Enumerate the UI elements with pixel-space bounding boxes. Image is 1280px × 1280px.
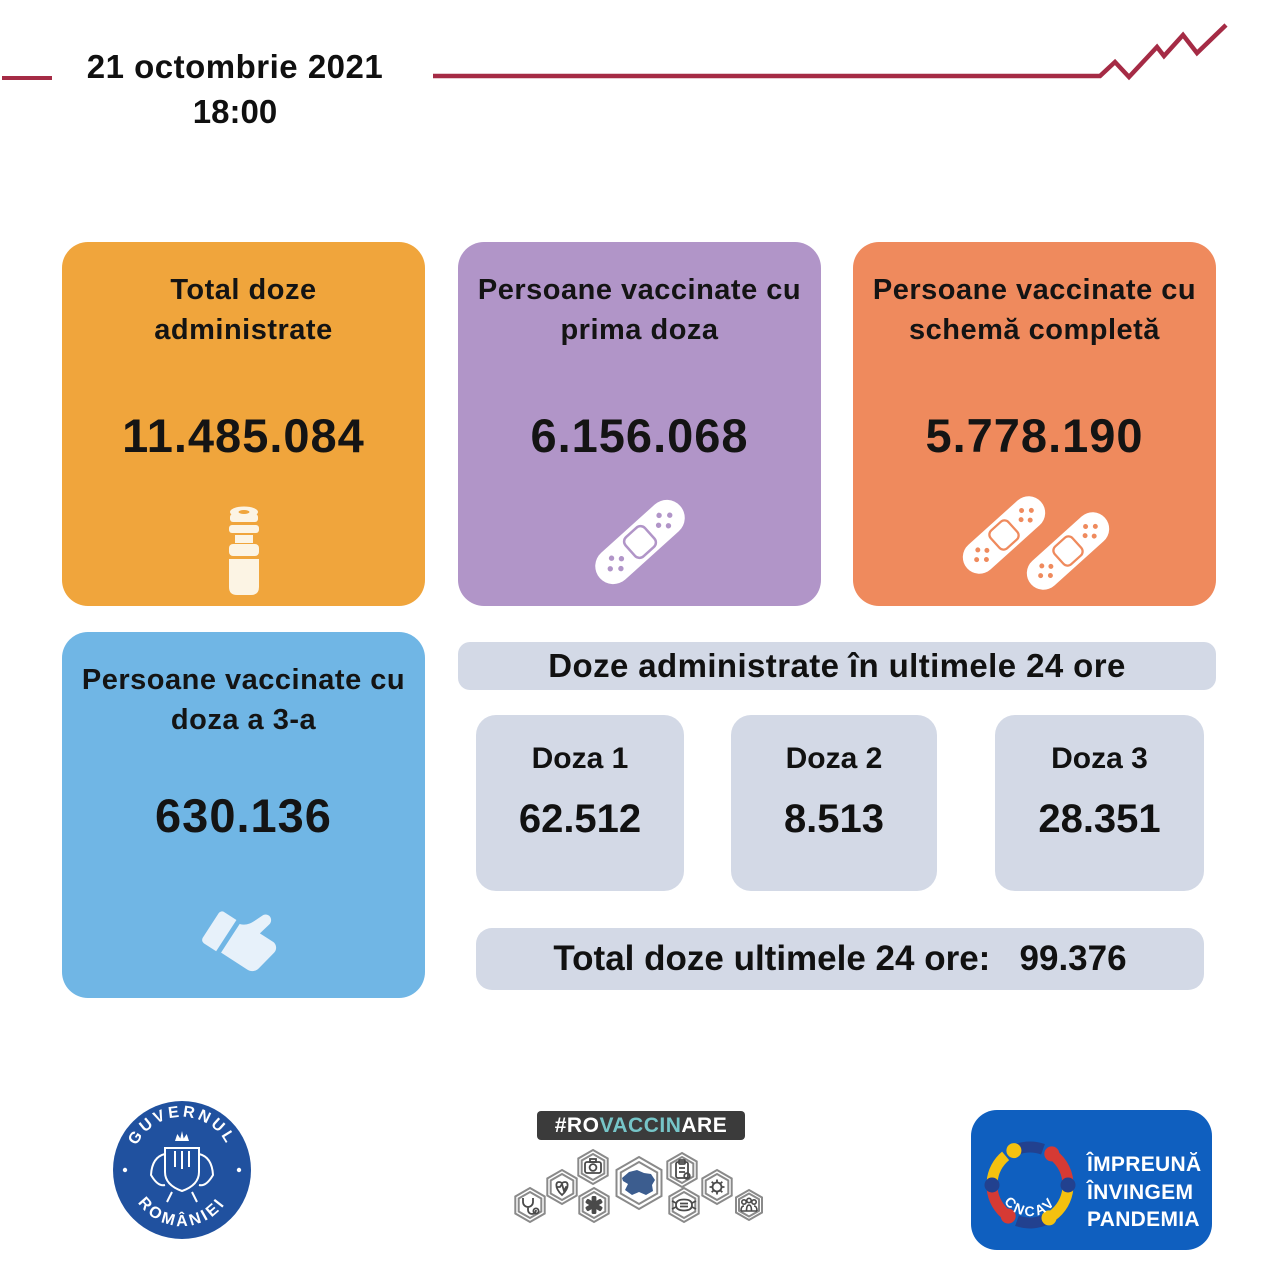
people-icon	[736, 1190, 762, 1220]
last24-total-label: Total doze ultimele 24 ore:	[553, 939, 991, 978]
dose2-box	[731, 715, 937, 891]
dose1-box	[476, 715, 684, 891]
gov-arc-bottom-text: ROMÂNIEI	[134, 1194, 230, 1231]
dose3-box	[995, 715, 1204, 891]
cncav-slogan-line: ÎNVINGEM	[1087, 1180, 1194, 1204]
heartbeat-icon	[547, 1170, 576, 1204]
last24-total-value: 99.376	[1019, 939, 1127, 978]
cncav-slogan-line: PANDEMIA	[1087, 1208, 1200, 1232]
card-title: Persoane vaccinate cu prima doza	[477, 274, 802, 347]
card-value: 6.156.068	[530, 409, 749, 462]
rovaccinare-wordmark	[537, 1111, 745, 1140]
cncav-name-text: CNCAV	[1001, 1193, 1059, 1220]
double-bandage-icon	[940, 482, 1130, 602]
report-date: 21 octombrie 2021	[86, 48, 384, 85]
rovaccinare-highlight: VACCIN	[599, 1114, 682, 1137]
mask-icon	[669, 1188, 698, 1222]
virus-icon	[702, 1170, 731, 1204]
dose3-label: Doza 3	[1051, 742, 1148, 775]
card-value: 5.778.190	[925, 409, 1144, 462]
left-accent-line	[2, 76, 52, 80]
romania-map-icon	[617, 1157, 662, 1209]
clipboard-icon	[667, 1153, 696, 1187]
stethoscope-icon	[515, 1188, 544, 1222]
card-total-doses	[62, 242, 425, 606]
cncav-slogan	[1087, 1151, 1201, 1234]
report-time: 18:00	[192, 93, 278, 130]
dose3-value: 28.351	[1038, 797, 1161, 841]
rovaccinare-suffix: ARE	[681, 1114, 728, 1137]
dose1-label: Doza 1	[531, 742, 629, 775]
card-title: Persoane vaccinate cu schemă completă	[872, 274, 1197, 347]
rovaccinare-prefix: #RO	[554, 1114, 600, 1137]
trend-zigzag-icon	[430, 18, 1230, 88]
gov-arc-top-text: GUVERNUL	[125, 1103, 239, 1148]
card-title: Total doze administrate	[154, 274, 333, 347]
dose2-value: 8.513	[783, 797, 885, 841]
government-romania-logo	[108, 1096, 256, 1244]
card-title: Persoane vaccinate cu doza a 3-a	[81, 664, 406, 737]
camera-icon	[578, 1150, 607, 1184]
card-first-dose	[458, 242, 821, 606]
card-third-dose	[62, 632, 425, 998]
cncav-logo	[971, 1110, 1212, 1250]
last24-total-bar	[476, 928, 1204, 990]
card-value: 11.485.084	[122, 409, 365, 462]
dose2-label: Doza 2	[785, 742, 883, 775]
thumbs-up-icon	[179, 878, 309, 994]
card-full-scheme	[853, 242, 1216, 606]
report-datetime	[70, 48, 400, 131]
card-value: 630.136	[155, 789, 332, 842]
dose1-value: 62.512	[518, 797, 642, 841]
star-of-life-icon	[579, 1188, 608, 1222]
last24-header: Doze administrate în ultimele 24 ore	[458, 642, 1216, 690]
bandage-icon	[565, 482, 715, 602]
cncav-slogan-line: ÎMPREUNĂ	[1087, 1153, 1202, 1176]
rovaccinare-hexagon-icons	[505, 1140, 775, 1250]
vial-icon	[199, 502, 289, 602]
